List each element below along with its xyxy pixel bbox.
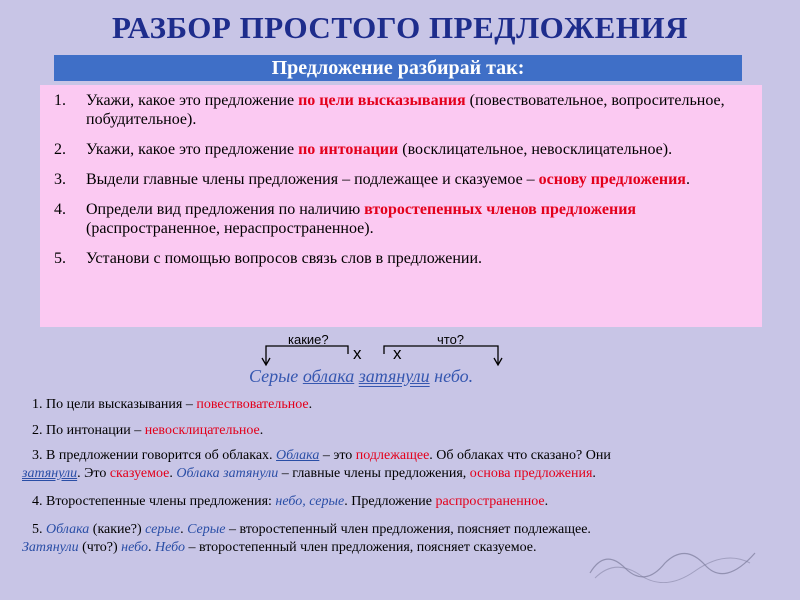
analysis-line-1: 1. По цели высказывания – повествовательное. (32, 397, 313, 412)
step-item: 3. Выдели главные члены предложения – подлежащее и сказуемое – основу предложения. (54, 171, 690, 188)
steps-list (54, 91, 754, 279)
analysis-line-4: 4. Второстепенные члены предложения: небо, серые. Предложение распространенное. (32, 494, 549, 509)
question-kakie: какие? (288, 332, 329, 347)
instruction-banner: Предложение разбирай так: (54, 55, 742, 81)
analysis-line-3: 3. В предложении говорится об облаках. Облака – это подлежащее. Об облаках что сказано? Они затянули. Это сказуемое. Облака затянули – главные члены предложения, основа предложения. (22, 448, 611, 481)
step-item: 5. Установи с помощью вопросов связь слов в предложении. (54, 250, 483, 267)
word-zatyanuli: затянули (358, 366, 430, 386)
arrow-kakie (266, 346, 348, 364)
page-title: РАЗБОР ПРОСТОГО ПРЕДЛОЖЕНИЯ (112, 10, 688, 45)
sentence-period: . (468, 366, 474, 386)
sentence-diagram (0, 330, 800, 390)
step-item: 1. Укажи, какое это предложение по цели высказывания (повествовательное, вопросительное, побудительное). (54, 92, 725, 128)
word-oblaka: облака (302, 366, 355, 386)
steps-panel (40, 85, 762, 327)
word-serye: Серые (249, 366, 299, 386)
x-mark: х (393, 344, 402, 363)
question-chto: что? (437, 332, 465, 347)
analysis-line-5: 5. Облака (какие?) серые. Серые – второстепенный член предложения, поясняет подлежащее. Затянули (что?) небо. Небо – второстепенный член предложения, поясняет сказуемое. (22, 522, 591, 555)
example-sentence (249, 366, 473, 387)
step-item: 2. Укажи, какое это предложение по интонации (восклицательное, невосклицательное). (54, 141, 673, 158)
step-item: 4. Определи вид предложения по наличию второстепенных членов предложения (распространенное, нераспространенное). (54, 201, 637, 237)
decorative-squiggle-icon (585, 533, 765, 583)
analysis-line-2: 2. По интонации – невосклицательное. (32, 423, 264, 438)
x-mark: х (353, 344, 362, 363)
word-nebo: небо (434, 366, 469, 386)
